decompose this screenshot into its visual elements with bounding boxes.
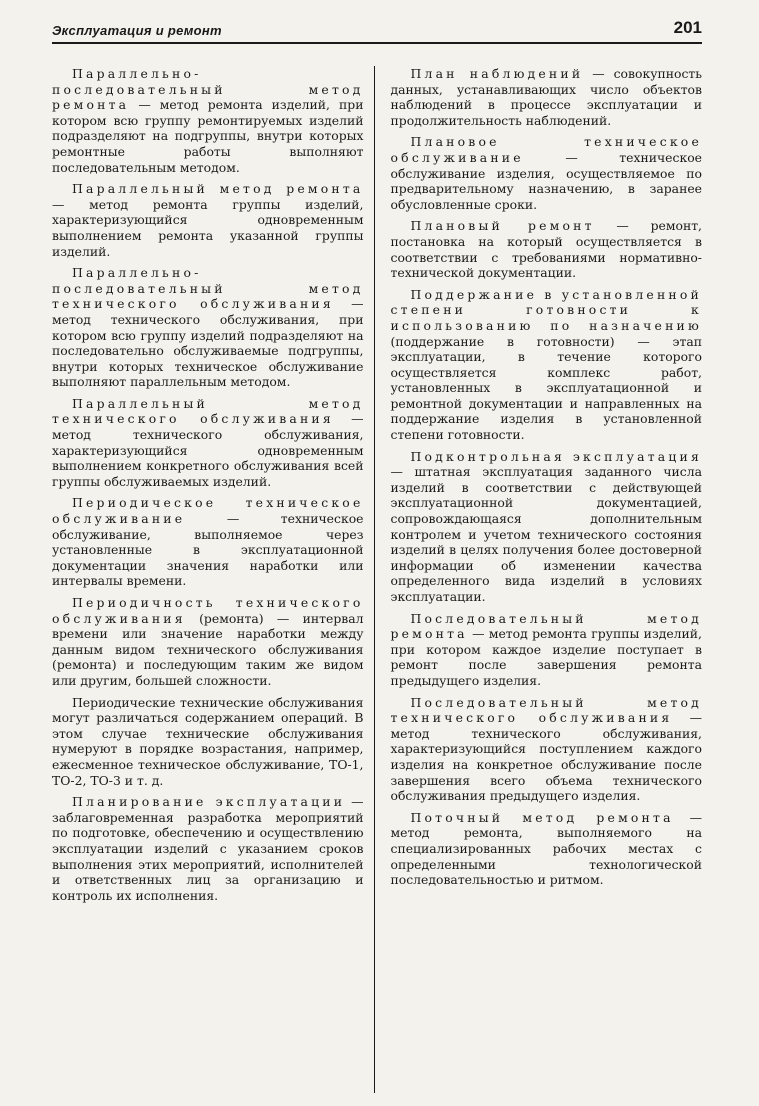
entry-term: Параллельный метод ремонта	[72, 181, 364, 197]
entry-definition: — метод ремонта, выполняемого на специализированных рабочих местах с определенными технологической последовательностью и ритмом.	[390, 809, 702, 888]
glossary-entry	[52, 66, 364, 175]
entry-term: Последовательный метод ремонта	[390, 610, 702, 642]
entry-term: Поточный метод ремонта	[410, 809, 674, 825]
entry-definition: — метод ремонта группы изделий, характеризующийся одновременным выполнением ремонта указанной группы изделий.	[52, 196, 364, 259]
glossary-entry	[391, 66, 703, 128]
entry-term: Параллельный метод технического обслуживания	[52, 395, 364, 427]
entry-term: Поддержание в установленной степени готовности к использованию по назначению	[390, 286, 702, 333]
right-column	[381, 66, 703, 1093]
entry-definition: — метод технического обслуживания, при котором всю группу изделий подразделяют на последовательно обслуживаемые подгруппы, внутри которых техническое обслуживание выполняют параллельным методом.	[52, 296, 364, 390]
glossary-entry	[52, 495, 364, 589]
glossary-entry	[52, 265, 364, 390]
glossary-entry	[52, 396, 364, 490]
entry-term: Параллельно-последовательный метод ремонта	[52, 66, 364, 113]
entry-definition: — совокупность данных, устанавливающих число объектов наблюдений в процессе эксплуатации и продолжительность наблюдений.	[390, 66, 703, 128]
glossary-entry	[391, 134, 703, 212]
entry-definition: — техническое обслуживание изделия, осуществляемое по предварительному назначению, в заранее обусловленные сроки.	[390, 149, 702, 212]
glossary-entry	[391, 810, 703, 888]
entry-definition: — ремонт, постановка на который осуществляется в соответствии с требованиями нормативно-технической документации.	[390, 218, 702, 281]
text-columns	[52, 66, 702, 1093]
entry-term: Последовательный метод технического обслуживания	[390, 694, 702, 726]
entry-term: Планирование эксплуатации	[72, 794, 346, 810]
entry-term: Параллельно-последовательный метод технического обслуживания	[52, 265, 364, 312]
entry-term: Плановое техническое обслуживание	[390, 134, 702, 165]
header-title: Эксплуатация и ремонт	[52, 23, 222, 38]
entry-definition: (ремонта) — интервал времени или значение наработки между данным видом технического обслуживания (ремонта) и последующим таким же видом или другим, большей сложности.	[52, 610, 364, 688]
glossary-entry	[391, 218, 703, 280]
entry-term: Периодичность технического обслуживания	[52, 595, 364, 626]
glossary-note	[52, 695, 364, 789]
glossary-entry	[52, 794, 364, 903]
glossary-entry	[391, 449, 703, 605]
entry-definition: — техническое обслуживание, выполняемое через установленные в эксплуатационной документации значения наработки или интервалы времени.	[52, 511, 364, 589]
column-divider	[374, 66, 375, 1093]
entry-term: План наблюдений	[410, 66, 584, 81]
glossary-entry	[391, 287, 703, 443]
entry-definition: — заблаговременная разработка мероприятий по подготовке, обеспечению и осуществлению эксплуатации изделий с указанием сроков выполнения этих мероприятий, исполнителей и ответственных лиц за организацию и контроль их исполнения.	[52, 794, 364, 903]
entry-definition: Периодические технические обслуживания могут различаться содержанием операций. В этом случае технические обслуживания нумеруют в порядке возрастания, например, ежесменное техническое обслуживание, ТО-1, ТО-2, ТО-3 и т. д.	[52, 694, 364, 788]
glossary-entry	[52, 181, 364, 259]
entry-term: Периодическое техническое обслуживание	[52, 495, 364, 527]
running-header	[52, 18, 702, 44]
page	[52, 18, 702, 1093]
entry-definition: — метод технического обслуживания, характеризующийся поступлением каждого изделия на конкретное обслуживание после завершения всего объема технического обслуживания предыдущего изделия.	[390, 710, 702, 804]
entry-term: Подконтрольная эксплуатация	[410, 448, 702, 464]
entry-term: Плановый ремонт	[410, 218, 595, 234]
glossary-entry	[52, 595, 364, 689]
glossary-entry	[391, 695, 703, 804]
entry-definition: — метод технического обслуживания, характеризующийся одновременным выполнением конкретного обслуживания всей группы обслуживаемых изделий.	[52, 411, 364, 489]
entry-definition: (поддержание в готовности) — этап эксплуатации, в течение которого осуществляется комплекс работ, установленных в эксплуатационной и ремонтной документации и направленных на поддержание изделия в установленной степени готовности.	[390, 333, 702, 443]
entry-definition: — метод ремонта изделий, при котором всю группу ремонтируемых изделий подразделяют на подгруппы, внутри которых ремонтные работы выполняют последовательным методом.	[52, 97, 364, 175]
glossary-entry	[391, 611, 703, 689]
page-number: 201	[673, 18, 702, 37]
entry-definition: — метод ремонта группы изделий, при котором каждое изделие поступает в ремонт после завершения ремонта предыдущего изделия.	[390, 626, 702, 688]
entry-definition: — штатная эксплуатация заданного числа изделий в соответствии с действующей эксплуатационной документацией, сопровождающаяся дополнительным контролем и учетом технического состояния изделий в целях получения более достоверной информации об изменении качества определенного вида изделий в условиях эксплуатации.	[390, 464, 702, 604]
left-column	[52, 66, 374, 1093]
